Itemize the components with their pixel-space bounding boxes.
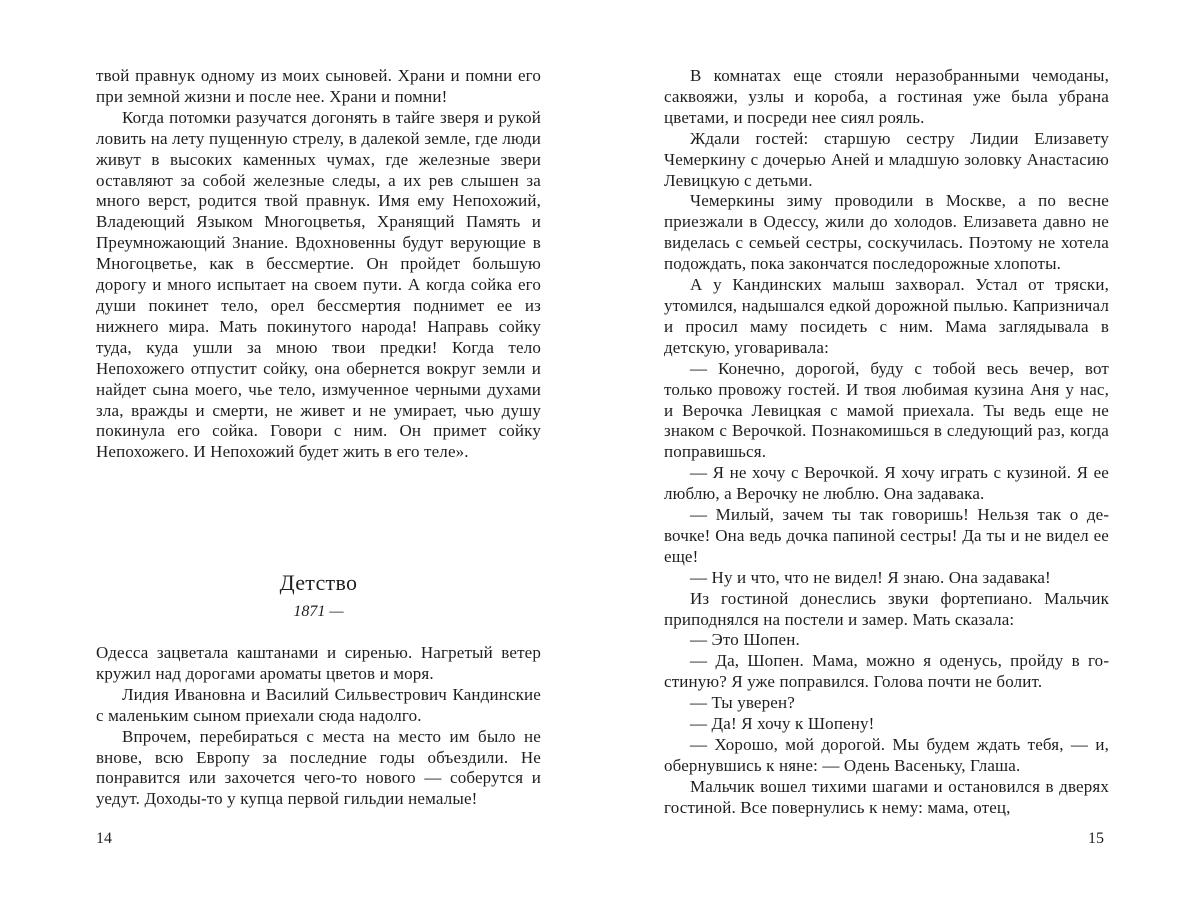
body-paragraph: Мальчик вошел тихими шагами и остановился в дверях гостиной. Все повернулись к нему: мама, отец, (664, 776, 1109, 817)
right-page-text (664, 66, 1109, 819)
body-paragraph: Впрочем, перебираться с места на место им было не внове, всю Европу за последние годы объездили. Не понравится или захочется чего-то нового — соберутся и уедут. Доходы-то у купца первой гильдии немалые! (96, 726, 541, 809)
body-paragraph: — Ты уверен? (690, 693, 795, 713)
body-paragraph: Ждали гостей: старшую сестру Лидии Елизавету Чемеркину с дочерью Аней и младшую золовку Анастасию Левицкую с детьми. (664, 128, 1109, 190)
body-paragraph: Одесса зацветала каштанами и сиренью. Нагретый ветер кружил над дорогами ароматы цветов и моря. (96, 643, 541, 683)
body-paragraph: твой правнук одному из моих сыновей. Храни и помни его при земной жизни и после нее. Храни и помни! (96, 66, 541, 106)
body-paragraph: — Хорошо, мой дорогой. Мы будем ждать тебя, — и, обернувшись к няне: — Одень Васеньку, Глаша. (664, 735, 1109, 775)
body-paragraph: А у Кандинских малыш захворал. Устал от тряски, утомился, надышался едкой дорожной пылью. Капризничал и просил маму посидеть с ним. Мама заглядывала в детскую, уговаривала: (664, 275, 1109, 357)
body-paragraph: В комнатах еще стояли неразобранными чемоданы, саквояжи, узлы и короба, а гостиная уже была убрана цветами, и посреди нее сиял рояль. (664, 66, 1109, 127)
body-paragraph: — Милый, зачем ты так говоришь! Нельзя так о девочке! Она ведь дочка папиной сестры! Да ты и не видел ее еще! (664, 505, 1109, 566)
body-paragraph: — Ну и что, что не видел! Я знаю. Она задавака! (690, 567, 1051, 587)
body-paragraph: — Конечно, дорогой, буду с тобой весь вечер, вот только провожу гостей. И твоя любимая кузина Аня у нас, и Верочка Левицкая с мамой приехала. Ты ведь еще не знаком с Верочкой. Познакомишься в следующий раз, когда поправишься. (664, 358, 1109, 462)
body-paragraph: — Я не хочу с Верочкой. Я хочу играть с кузиной. Я ее люблю, а Верочку не люблю. Она задавака. (664, 463, 1109, 504)
body-paragraph: — Это Шопен. (690, 630, 800, 650)
body-paragraph: Лидия Ивановна и Василий Сильвестрович Кандинские с маленьким сыном приехали сюда надолго. (96, 684, 541, 725)
body-paragraph: Когда потомки разучатся догонять в тайге зверя и рукой ловить на лету пущенную стрелу, в далекой земле, где люди живут в высоких каменных чумах, где железные звери оставляют за собой железные следы, а их рев слышен за много верст, родится твой правнук. Имя ему Непохожий, Владеющий Языком Многоцветья, Хранящий Память и Преумножающий Знание. Вдохновенны будут верующие в Многоцветье, как в бессмертие. Он пройдет большую дорогу и много испытает на своем пути. А когда сойка его души покинет тело, орел бессмертия поднимет ее из нижнего мира. Мать покинутого народа! Направь сойку туда, куда ушли за мною твои предки! Когда тело Непохожего отпустит сойку, она обернется вокруг земли и найдет сына моего, чье тело, измученное черными духами зла, вражды и смерти, не живет и не умирает, чью душу покинула его сойка. Говори с ним. Он примет сойку Непохожего. И Непохожий будет жить в его теле». (96, 107, 541, 462)
page-number-right: 15 (1088, 830, 1104, 847)
chapter-heading-block (96, 570, 541, 622)
body-paragraph: Чемеркины зиму проводили в Москве, а по весне приезжали в Одессу, жили до холодов. Елизавета давно не виделась с семьей сестры, соскучилась. Поэтому не хотела подождать, пока закончатся последорожные хлопоты. (664, 191, 1109, 274)
left-page-text-bottom (96, 643, 541, 810)
body-paragraph: — Да, Шопен. Мама, можно я оденусь, пройду в гостиную? Я уже поправился. Голова почти не болит. (664, 651, 1109, 692)
body-paragraph: — Да! Я хочу к Шопену! (690, 714, 875, 734)
left-page-text-top (96, 66, 541, 463)
chapter-subtitle-year: 1871 — (293, 603, 344, 620)
page-number-left: 14 (96, 830, 112, 847)
body-paragraph: Из гостиной донеслись звуки фортепиано. Мальчик приподнялся на постели и замер. Мать сказала: (664, 588, 1109, 629)
chapter-title: Детство (279, 570, 358, 595)
